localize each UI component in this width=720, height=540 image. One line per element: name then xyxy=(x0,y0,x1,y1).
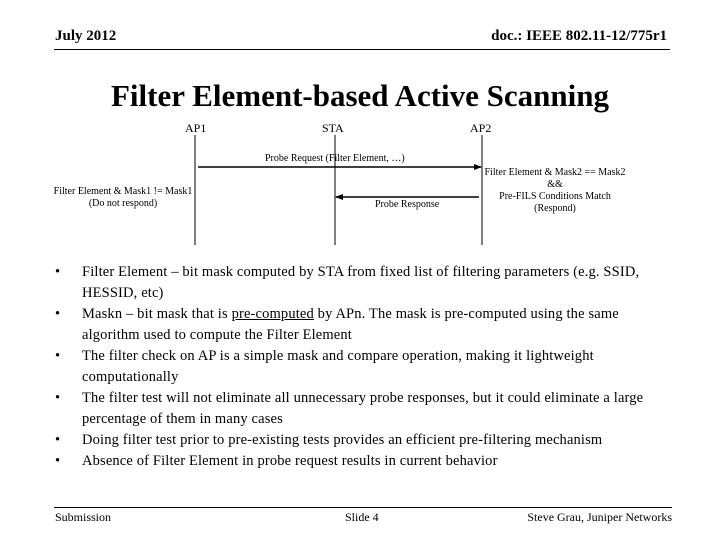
bullet-marker: • xyxy=(55,453,61,469)
bullet-marker: • xyxy=(55,264,61,280)
entity-sta: STA xyxy=(322,121,344,135)
footer-slide-number: Slide 4 xyxy=(345,510,379,524)
entity-ap1: AP1 xyxy=(185,121,207,135)
footer-author: Steve Grau, Juniper Networks xyxy=(527,510,672,524)
underlined-term: pre-computed xyxy=(231,306,314,322)
sequence-diagram xyxy=(0,0,720,260)
entity-ap2: AP2 xyxy=(470,121,492,135)
list-item: • Filter Element – bit mask computed by STA from fixed list of filtering parameters (e.g. SSID, HESSID, etc) xyxy=(55,264,640,301)
slide-title: Filter Element-based Active Scanning xyxy=(111,78,609,113)
bullet-marker: • xyxy=(55,432,61,448)
probe-response-label: Probe Response xyxy=(375,199,440,210)
probe-request-label: Probe Request (Filter Element, …) xyxy=(265,153,405,164)
list-item: • The filter check on AP is a simple mask and compare operation, making it lightweight computationally xyxy=(55,348,594,385)
bullet-marker: • xyxy=(55,390,61,406)
bullet-marker: • xyxy=(55,306,61,322)
bullet-marker: • xyxy=(55,348,61,364)
footer-divider xyxy=(54,507,672,508)
list-item: • Doing filter test prior to pre-existing tests provides an efficient pre-filtering mechanism xyxy=(55,430,665,451)
list-item: • Maskn – bit mask that is pre-computed by APn. The mask is pre-computed using the same algorithm used to compute the Filter Element xyxy=(55,306,619,343)
footer-submission: Submission xyxy=(55,510,112,524)
list-item: • The filter test will not eliminate all unnecessary probe responses, but it could eliminate a large percentage of them in many cases xyxy=(55,390,644,427)
header-doc-id: doc.: IEEE 802.11-12/775r1 xyxy=(491,28,667,44)
bullet-list xyxy=(55,262,665,472)
ap1-filter-note: Filter Element & Mask1 != Mask1 (Do not respond) xyxy=(53,186,193,209)
ap2-filter-note: Filter Element & Mask2 == Mask2 && Pre-FILS Conditions Match (Respond) xyxy=(484,167,626,214)
list-item: • Absence of Filter Element in probe request results in current behavior xyxy=(55,451,665,472)
header-date: July 2012 xyxy=(55,28,117,44)
